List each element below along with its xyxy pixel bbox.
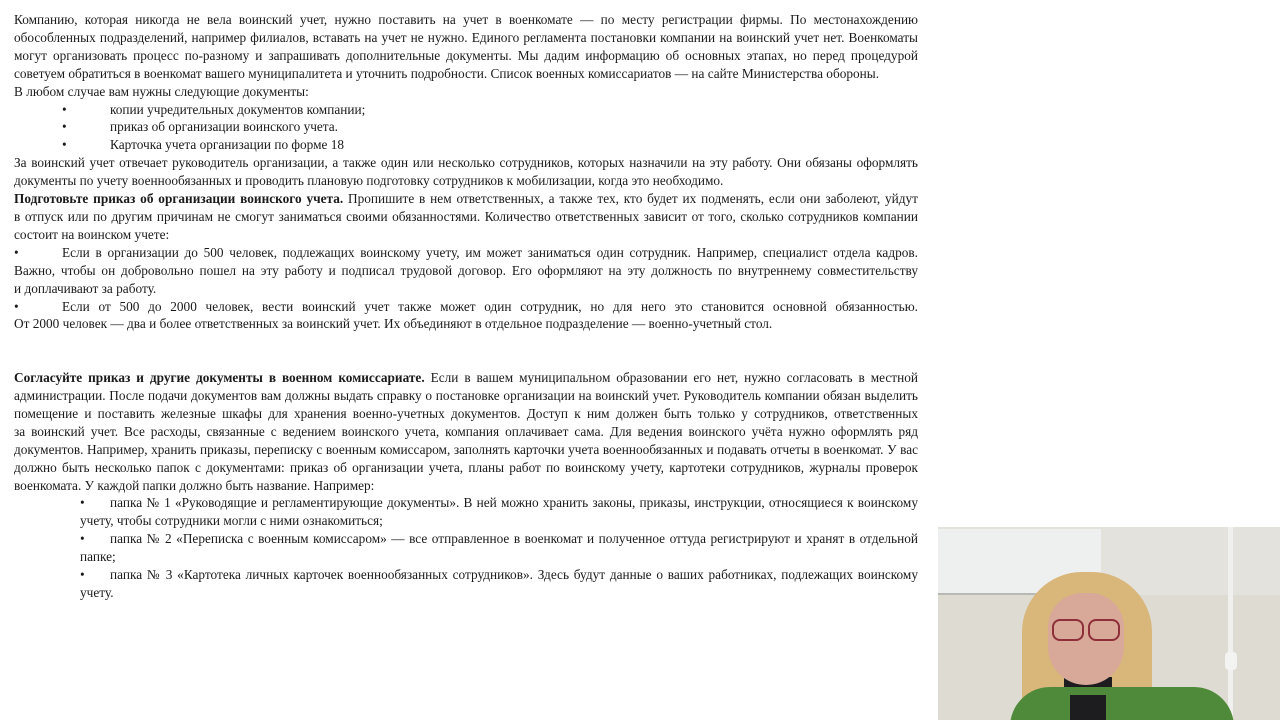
folder-line: папке; [80, 549, 116, 565]
staff-bullet-text: Если в организации до 500 человек, подлежащих воинскому учету, им может заниматься один сотрудник. Например, специалист отдела кадров. [62, 244, 918, 260]
staff-bullet [14, 298, 918, 334]
docs-list-item [14, 101, 918, 119]
bullet-icon: • [80, 531, 85, 547]
glasses-icon [1088, 619, 1120, 641]
spacer [14, 351, 918, 369]
order-section-line: состоит на воинском учете: [14, 226, 170, 242]
bullet-icon: • [62, 119, 67, 135]
order-section-line: в отпуск или по другим причинам не смогут заниматься своими обязанностями. Количество ответственных зависит от того, сколько сотрудников компании [14, 208, 918, 224]
folder-text: папка № 1 «Руководящие и регламентирующие документы». В ней можно хранить законы, приказы, инструкции, относящиеся к воинскому [110, 495, 918, 511]
bullet-icon: • [62, 137, 67, 153]
folder-line: учету. [80, 584, 114, 600]
bullet-icon: • [80, 495, 85, 511]
folder-line [80, 530, 918, 548]
folder-line [80, 494, 918, 512]
folder-line: учету, чтобы сотрудники могли с ними ознакомиться; [80, 513, 383, 529]
order-section-heading: Подготовьте приказ об организации воинского учета. [14, 191, 344, 207]
document-page [14, 11, 918, 602]
docs-list-item [14, 136, 918, 154]
agree-section-line: администрации. После подачи документов вам должны выдать справку о постановке организации на воинский учет. Руководитель компании обязан выделить [14, 388, 918, 403]
intro-line: Компанию, которая никогда не вела воинский учет, нужно поставить на учет в военкомате — по месту регистрации фирмы. По местонахождению [14, 12, 918, 27]
bullet-icon: • [80, 567, 85, 583]
staff-bullet-line: Важно, чтобы он добровольно пошел на эту работу и подписал трудовой договор. Его оформляют на эту должность по внутреннему совместительству [14, 262, 918, 278]
staff-bullet-line: и доплачивают за работу. [14, 280, 157, 296]
staff-bullet-line [14, 298, 918, 316]
staff-bullet-text: Если от 500 до 2000 человек, вести воинский учет также может один сотрудник, но для него это становится основной обязанностью. [62, 298, 918, 314]
staff-bullet [14, 244, 918, 298]
responsible-line: За воинский учет отвечает руководитель организации, а также один или несколько сотрудников, которых назначили на эту работу. Они обязаны оформлять [14, 155, 918, 171]
bullet-icon: • [14, 244, 19, 260]
order-section-text: Пропишите в нем ответственных, а также тех, кто будет их подменять, если они заболеют, уйдут [343, 191, 918, 207]
folder-item [14, 566, 918, 602]
agree-section-line: документов. Например, хранить приказы, переписку с военным комиссаром, заполнять карточки учета военнообязанных и подавать отчеты в военкомат. У вас [14, 441, 918, 457]
docs-list-text: копии учредительных документов компании; [110, 101, 366, 117]
folder-item [14, 530, 918, 566]
agree-section-line [14, 369, 918, 387]
folder-text: папка № 2 «Переписка с военным комиссаром» — все отправленное в военкомат и полученное оттуда регистрируют и хранят в отдельной [110, 531, 918, 547]
wall-socket [1225, 652, 1237, 670]
agree-section-text: Если в вашем муниципальном образовании его нет, нужно согласовать в местной [424, 370, 918, 386]
staff-bullet-line: От 2000 человек — два и более ответственных за воинский учет. Их объединяют в отдельное подразделение — военно-учетный стол. [14, 316, 773, 332]
presenter-collar [1070, 695, 1106, 720]
presenter-jacket [1010, 687, 1234, 720]
spacer [14, 333, 918, 351]
docs-list-text: приказ об организации воинского учета. [110, 119, 339, 135]
intro-line: могут организовать процесс по-разному и запрашивать дополнительные документы. Мы дадим информацию об основных этапах, но перед процедурой [14, 47, 918, 63]
agree-section-line: военкомата. У каждой папки должно быть название. Например: [14, 477, 375, 493]
cable [1228, 527, 1233, 720]
agree-section-heading: Согласуйте приказ и другие документы в военном комиссариате. [14, 370, 425, 386]
staff-bullet-line [14, 244, 918, 262]
bullet-icon: • [62, 101, 67, 117]
docs-list-item [14, 118, 918, 136]
folder-item [14, 494, 918, 530]
agree-section-line: помещение и поставить железные шкафы для хранения военно-учетных документов. Доступ к ним должен быть только у сотрудников, ответственных [14, 405, 918, 421]
intro-line: советуем обратиться в военкомат вашего муниципалитета и уточнить подробности. Список военных комиссариатов — на сайте Министерства обороны. [14, 65, 880, 81]
folder-line [80, 566, 918, 584]
bullet-icon: • [14, 298, 19, 314]
docs-list-text: Карточка учета организации по форме 18 [110, 137, 345, 153]
folder-text: папка № 3 «Картотека личных карточек военнообязанных сотрудников». Здесь будут данные о ваших работниках, подлежащих воинскому [110, 567, 918, 583]
responsible-line: документы по учету военнообязанных и проводить плановую подготовку сотрудников к мобилизации, когда это необходимо. [14, 173, 724, 189]
agree-section-line: должно быть несколько папок с документами: приказ об организации учета, планы работ по воинскому учету, картотеки сотрудников, журналы проверок [14, 459, 918, 475]
presenter-webcam [938, 527, 1280, 720]
glasses-icon [1052, 619, 1084, 641]
docs-intro: В любом случае вам нужны следующие документы: [14, 83, 309, 99]
agree-section-line: за воинский учет. Все расходы, связанные с ведением воинского учета, компания оплачивает сама. Для ведения воинского учёта нужно оформлять ряд [14, 423, 918, 439]
order-section-line [14, 190, 918, 208]
intro-line: обособленных подразделений, например филиалов, вставать на учет не нужно. Единого регламента постановки компании на воинский учет нет. Военкоматы [14, 29, 918, 45]
